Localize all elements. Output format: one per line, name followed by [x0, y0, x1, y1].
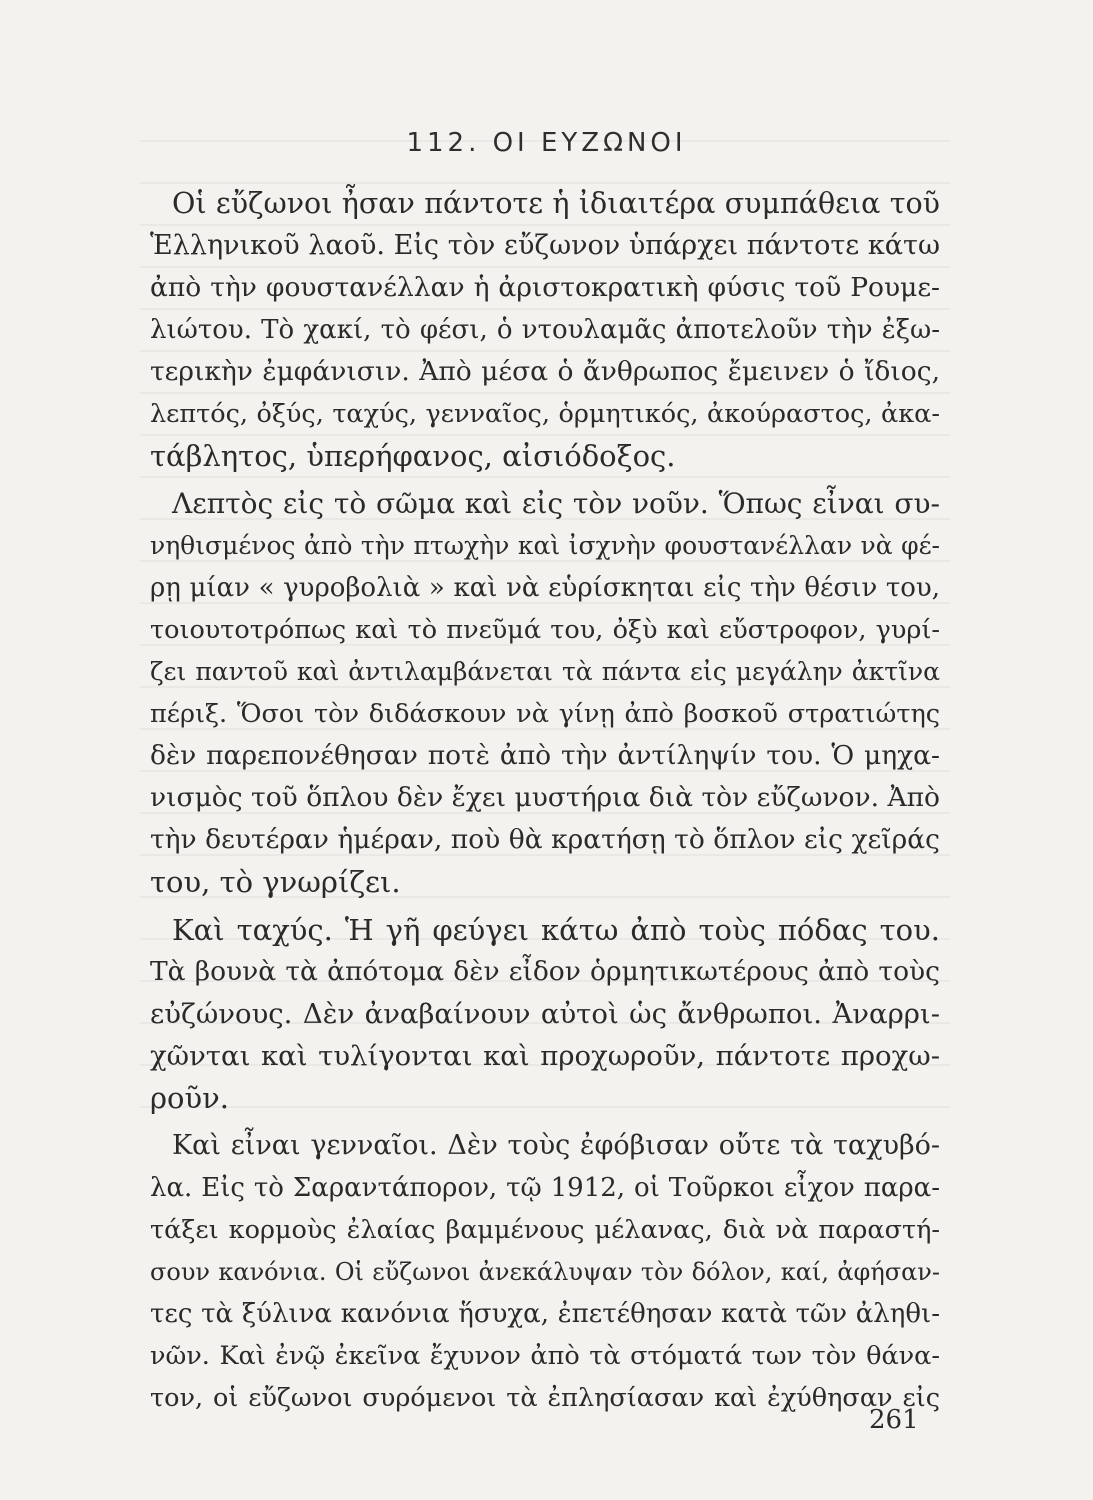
text-line: τάξει κορμοὺς ἐλαίας βαμμένους μέλανας, διὰ νὰ παραστή- [150, 1215, 940, 1245]
text-line: τὴν δευτέραν ἡμέραν, ποὺ θὰ κρατήσῃ τὸ ὅπλον εἰς χεῖράς [150, 824, 940, 855]
text-line: λιώτου. Τὸ χακί, τὸ φέσι, ὁ ντουλαμᾶς ἀποτελοῦν τὴν ἐξω- [150, 315, 940, 345]
text-line: Καὶ ταχύς. Ἡ γῆ φεύγει κάτω ἀπὸ τοὺς πόδας του. [172, 913, 940, 947]
text-line: ζει παντοῦ καὶ ἀντιλαμβάνεται τὰ πάντα εἰς μεγάλην ἀκτῖνα [150, 657, 940, 686]
text-line: λεπτός, ὀξύς, ταχύς, γενναῖος, ὁρμητικός, ἀκούραστος, ἀκα- [150, 399, 940, 429]
chapter-title: 112. ΟΙ ΕΥΖΩΝΟΙ [406, 128, 687, 158]
text-line: Ἑλληνικοῦ λαοῦ. Εἰς τὸν εὔζωνον ὑπάρχει πάντοτε κάτω [150, 230, 940, 261]
text-line: Τὰ βουνὰ τὰ ἀπότομα δὲν εἶδον ὁρμητικωτέρους ἀπὸ τοὺς [150, 956, 940, 987]
paragraph-2 [150, 483, 940, 903]
text-line: δὲν παρεπονέθησαν ποτὲ ἀπὸ τὴν ἀντίληψίν του. Ὁ μηχα- [150, 740, 940, 771]
text-line: νισμὸς τοῦ ὅπλου δὲν ἔχει μυστήρια διὰ τὸν εὔζωνον. Ἀπὸ [150, 782, 940, 813]
paragraph-1 [150, 183, 940, 477]
text-line: ἀπὸ τὴν φουστανέλλαν ἡ ἀριστοκρατικὴ φύσις τοῦ Ρουμε- [150, 272, 940, 303]
text-line: τερικὴν ἐμφάνισιν. Ἀπὸ μέσα ὁ ἄνθρωπος ἔμεινεν ὁ ἴδιος, [150, 356, 940, 387]
text-line: Λεπτὸς εἰς τὸ σῶμα καὶ εἰς τὸν νοῦν. Ὅπως εἶναι συ- [172, 487, 940, 520]
text-line: λα. Εἰς τὸ Σαραντάπορον, τῷ 1912, οἱ Τοῦρκοι εἶχον παρα- [150, 1173, 940, 1203]
text-line: Οἱ εὔζωνοι ἦσαν πάντοτε ἡ ἰδιαιτέρα συμπάθεια τοῦ [172, 187, 940, 220]
text-line: Καὶ εἶναι γενναῖοι. Δὲν τοὺς ἐφόβισαν οὔτε τὰ ταχυβό- [172, 1130, 940, 1161]
paragraph-4 [150, 1125, 940, 1419]
text-line: νῶν. Καὶ ἐνῷ ἐκεῖνα ἔχυνον ἀπὸ τὰ στόματά των τὸν θάνα- [150, 1341, 940, 1371]
text-line: τες τὰ ξύλινα κανόνια ἥσυχα, ἐπετέθησαν κατὰ τῶν ἀληθι- [150, 1299, 940, 1329]
text-line: πέριξ. Ὅσοι τὸν διδάσκουν νὰ γίνῃ ἀπὸ βοσκοῦ στρατιώτης [150, 699, 940, 729]
text-line: τοιουτοτρόπως καὶ τὸ πνεῦμά του, ὀξὺ καὶ εὔστροφον, γυρί- [150, 615, 940, 645]
text-line: ρῃ μίαν « γυροβολιὰ » καὶ νὰ εὑρίσκηται εἰς τὴν θέσιν του, [150, 573, 940, 603]
text-line: ροῦν. [150, 1081, 229, 1115]
text-line: του, τὸ γνωρίζει. [150, 865, 401, 899]
text-line: εὐζώνους. Δὲν ἀναβαίνουν αὐτοὶ ὡς ἄνθρωποι. Ἀναρρι- [150, 998, 940, 1030]
page-number: 261 [869, 1405, 919, 1435]
text-line: σουν κανόνια. Οἱ εὔζωνοι ἀνεκάλυψαν τὸν δόλον, καί, ἀφήσαν- [150, 1258, 940, 1286]
text-line: τον, οἱ εὔζωνοι συρόμενοι τὰ ἐπλησίασαν καὶ ἐχύθησαν εἰς [150, 1383, 940, 1413]
text-line: τάβλητος, ὑπερήφανος, αἰσιόδοξος. [150, 439, 676, 473]
body-text [150, 183, 940, 1419]
paragraph-3 [150, 909, 940, 1119]
text-line: νηθισμένος ἀπὸ τὴν πτωχὴν καὶ ἰσχνὴν φουστανέλλαν νὰ φέ- [150, 531, 940, 560]
text-line: χῶνται καὶ τυλίγονται καὶ προχωροῦν, πάντοτε προχω- [150, 1040, 940, 1072]
